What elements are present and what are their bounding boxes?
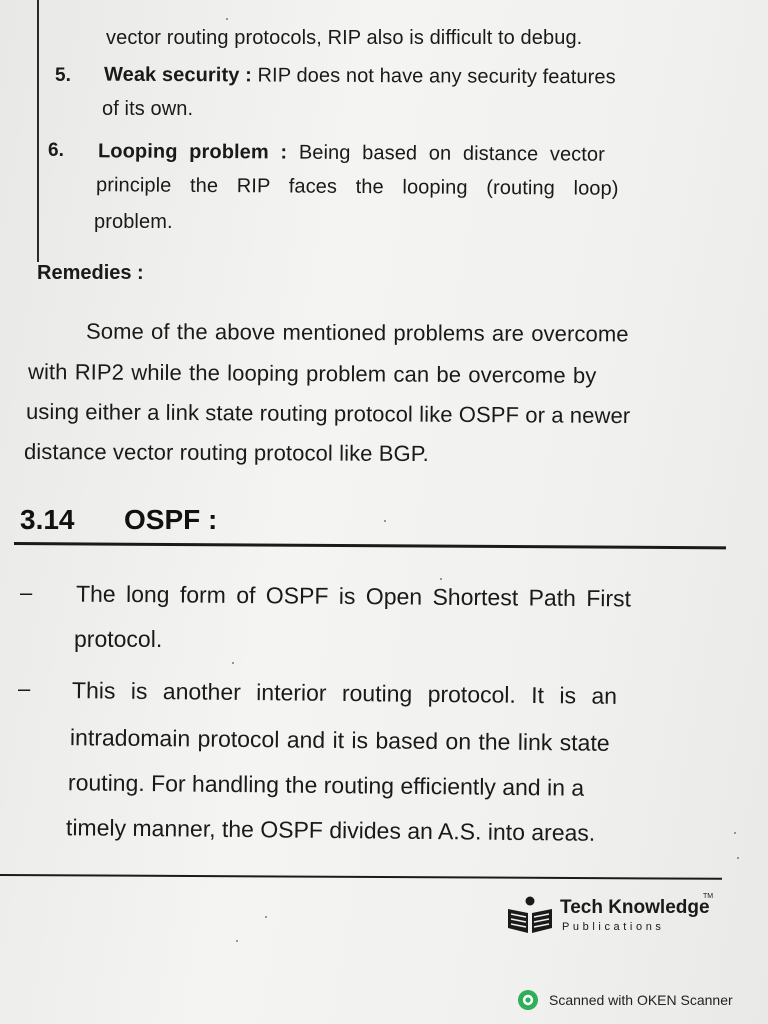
remedies-heading: Remedies : <box>37 262 144 284</box>
scanner-text: Scanned with OKEN Scanner <box>549 992 733 1008</box>
oken-scanner-icon <box>517 989 539 1011</box>
scan-speck <box>226 18 228 20</box>
publisher-name: Tech Knowledge <box>560 897 710 918</box>
item-line: principle the RIP faces the looping (routing loop) <box>95 174 619 200</box>
continuation-line: vector routing protocols, RIP also is difficult to debug. <box>106 27 583 49</box>
scan-speck <box>734 832 736 834</box>
remedies-line: Some of the above mentioned problems are overcome <box>85 318 629 347</box>
scanner-watermark <box>517 989 733 1011</box>
scan-speck <box>265 916 267 918</box>
bullet-dash: – <box>18 676 31 701</box>
scan-speck <box>236 940 238 942</box>
item-line: of its own. <box>102 98 194 120</box>
item-first-line <box>104 64 616 90</box>
item-term: Looping problem : <box>97 140 288 164</box>
bullet-line: protocol. <box>74 626 163 652</box>
item-number: 5. <box>55 65 71 86</box>
item-term: Weak security : <box>103 63 252 87</box>
item-number: 6. <box>48 140 64 161</box>
scan-speck <box>737 857 739 859</box>
item-first-line <box>98 140 605 167</box>
margin-rule <box>37 0 39 262</box>
footer-rule <box>0 874 722 880</box>
remedies-line: with RIP2 while the looping problem can be overcome by <box>27 359 597 388</box>
bullet-line: The long form of OSPF is Open Shortest Path First <box>75 580 632 612</box>
bullet-line: routing. For handling the routing efficiently and in a <box>67 769 585 801</box>
publisher-subtitle: Publications <box>562 921 665 933</box>
publisher-logo <box>506 893 721 943</box>
scan-speck <box>384 520 386 522</box>
bullet-line: timely manner, the OSPF divides an A.S. into areas. <box>65 814 596 846</box>
bullet-line: This is another interior routing protocol. It is an <box>71 677 618 709</box>
bullet-dash: – <box>20 580 33 605</box>
scan-speck <box>440 578 442 580</box>
item-text: RIP does not have any security features <box>251 64 616 89</box>
scan-speck <box>232 662 234 664</box>
item-text: Being based on distance vector <box>287 141 606 166</box>
section-title: OSPF : <box>124 504 218 535</box>
remedies-line: distance vector routing protocol like BGP. <box>23 438 429 467</box>
item-line: problem. <box>94 211 173 233</box>
bullet-line: intradomain protocol and it is based on the link state <box>69 724 610 756</box>
book-person-icon <box>506 895 554 937</box>
section-rule <box>14 542 726 549</box>
remedies-line: using either a link state routing protocol like OSPF or a newer <box>25 398 631 429</box>
section-number: 3.14 <box>20 504 75 535</box>
trademark-mark: TM <box>703 893 714 900</box>
